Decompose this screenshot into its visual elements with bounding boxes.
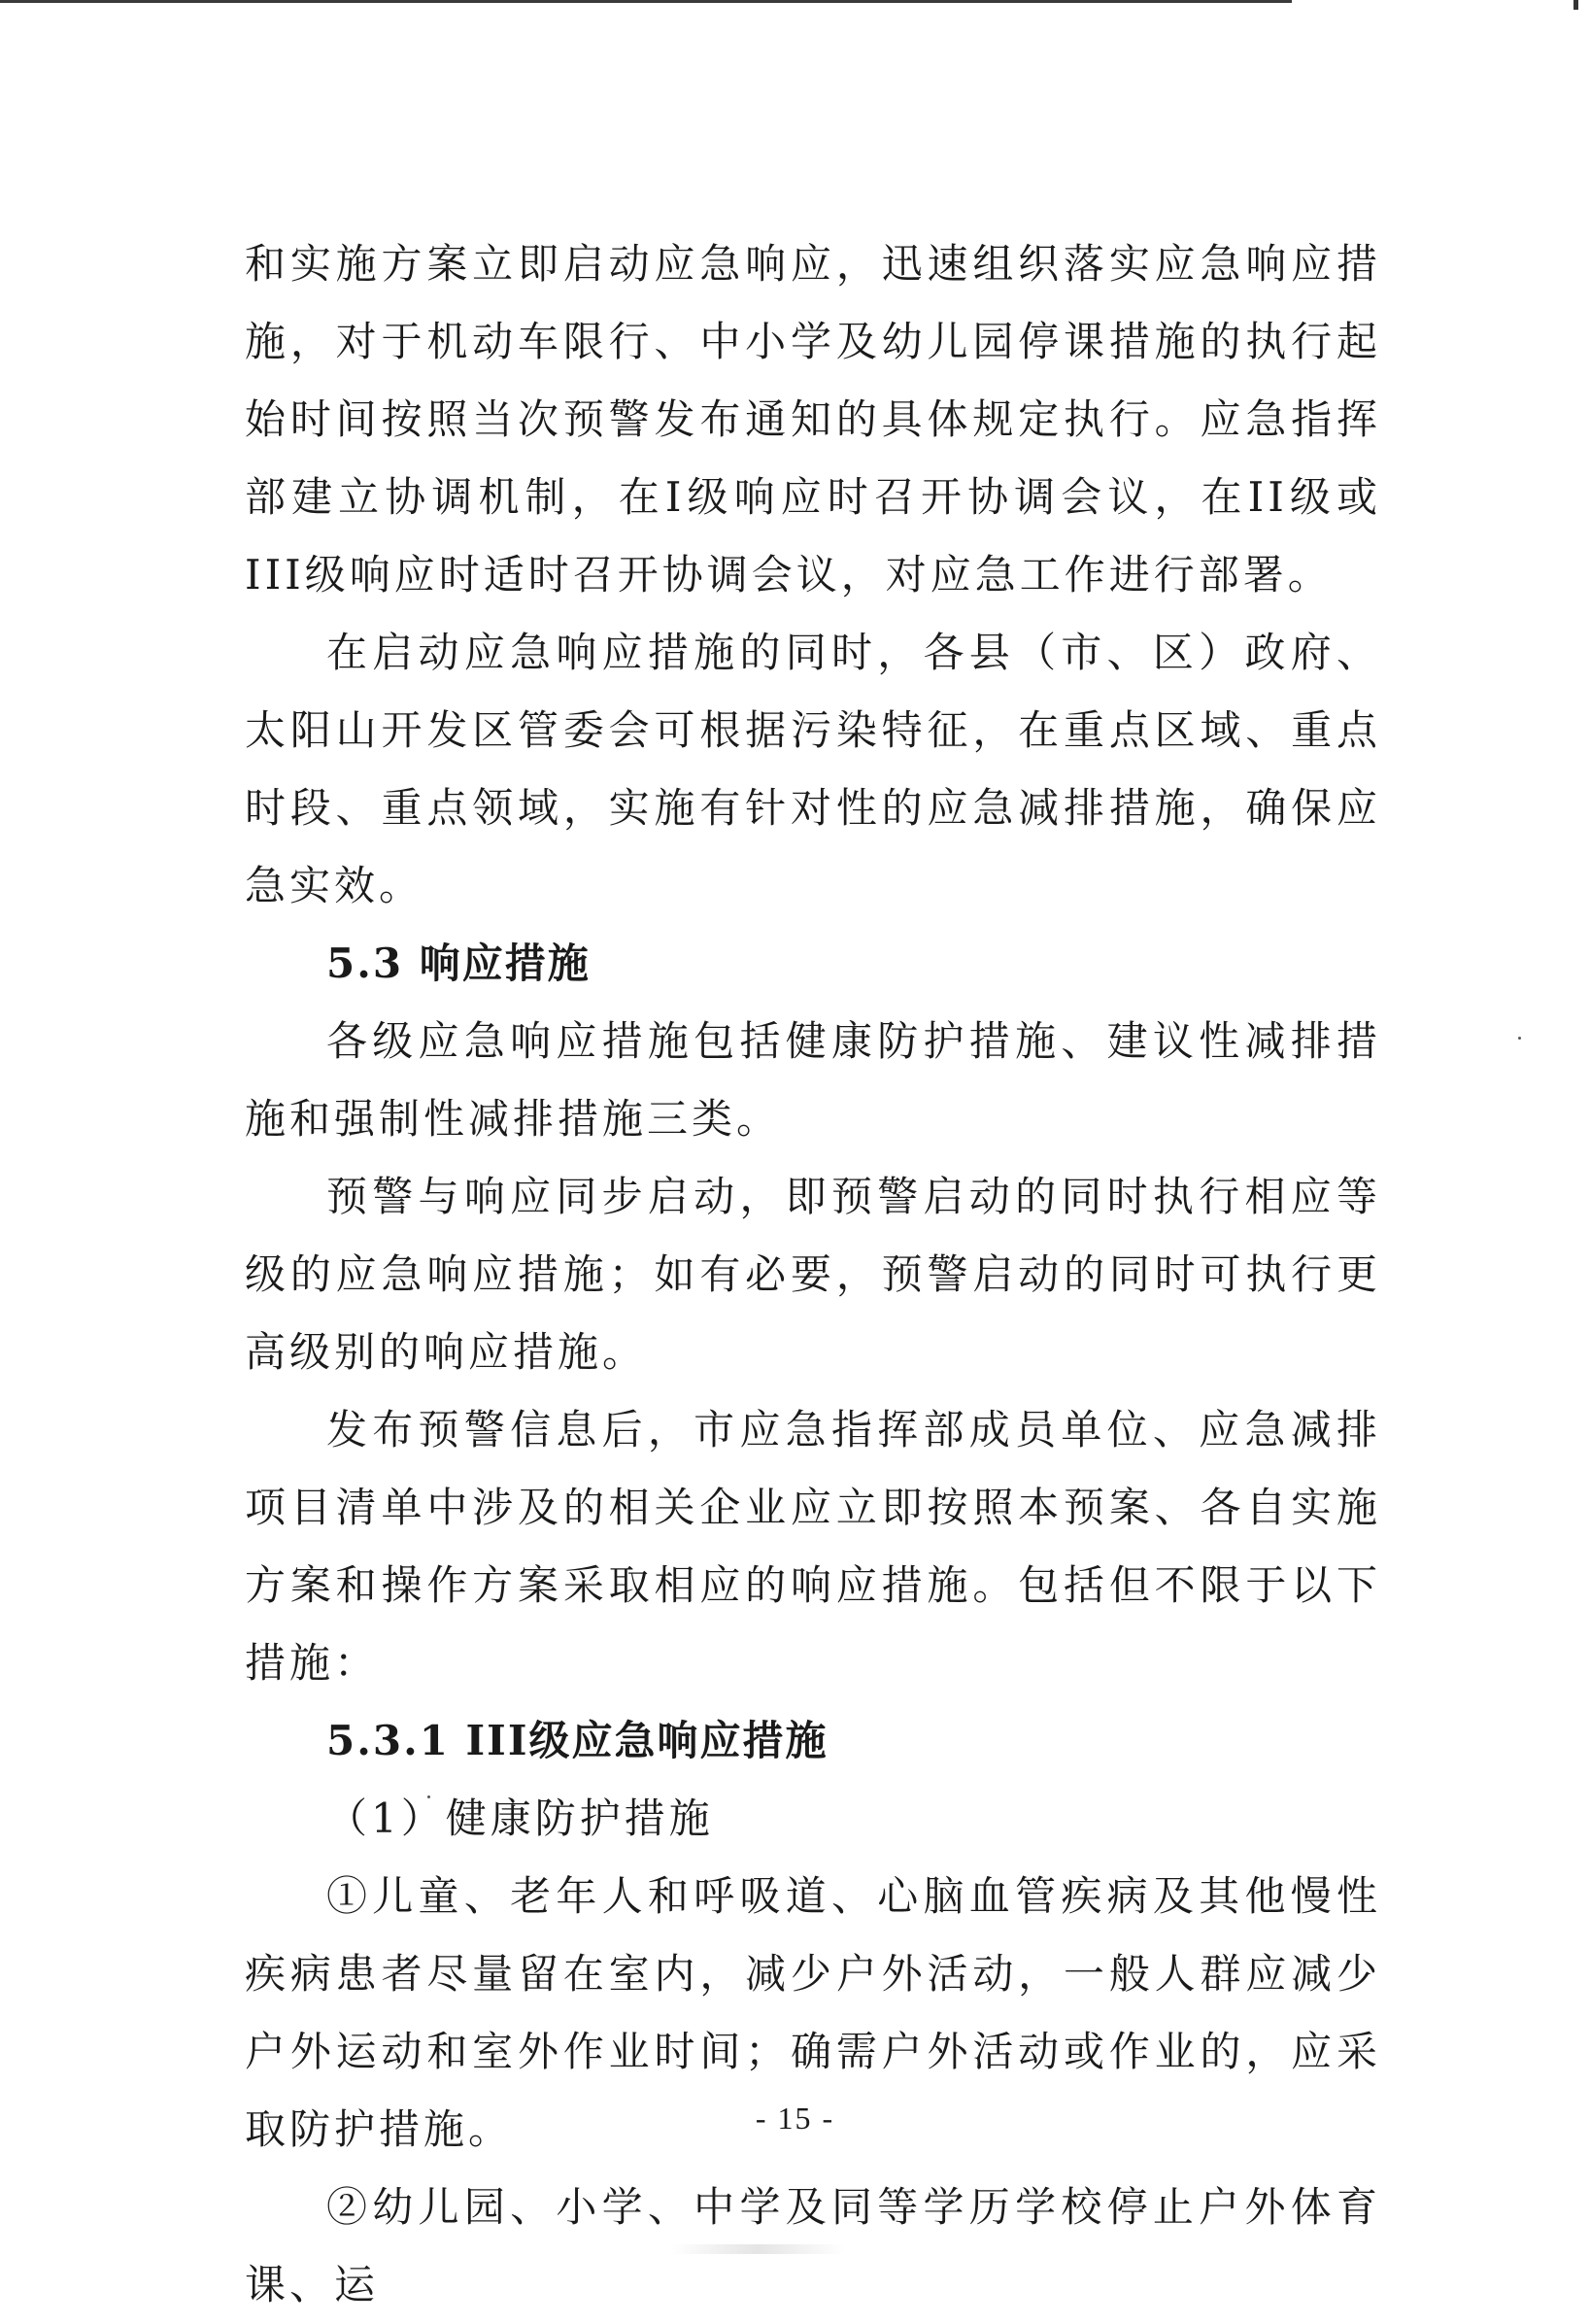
sub-heading-health-protection: （1）健康防护措施 [326,1794,714,1842]
scan-dot [1518,1037,1521,1040]
top-rule [0,0,1292,3]
section-heading-5-3-1: 5.3.1 III级应急响应措施 [326,1717,829,1764]
scan-smudge [670,2244,845,2254]
paragraph-warning-sync: 预警与响应同步启动，即预警启动的同时执行相应等级的应急响应措施；如有必要，预警启动的同时可执行更高级别的响应措施。 [245,1173,1381,1376]
document-body [245,225,1381,2324]
list-item-schools: ②幼儿园、小学、中学及同等学历学校停止户外体育课、运 [245,2183,1381,2308]
list-item-sensitive-groups: ①儿童、老年人和呼吸道、心脑血管疾病及其他慢性疾病患者尽量留在室内，减少户外活动，一般人群应减少户外运动和室外作业时间；确需户外活动或作业的，应采取防护措施。 [245,1872,1381,2153]
paragraph-measure-types: 各级应急响应措施包括健康防护措施、建议性减排措施和强制性减排措施三类。 [245,1017,1381,1143]
page-number: - 15 - [755,2101,835,2136]
paragraph-post-warning: 发布预警信息后，市应急指挥部成员单位、应急减排项目清单中涉及的相关企业应立即按照本预案、各自实施方案和操作方案采取相应的响应措施。包括但不限于以下措施： [245,1406,1381,1687]
section-heading-5-3: 5.3 响应措施 [326,940,591,987]
paragraph-continuation: 和实施方案立即启动应急响应，迅速组织落实应急响应措施，对于机动车限行、中小学及幼儿园停课措施的执行起始时间按照当次预警发布通知的具体规定执行。应急指挥部建立协调机制，在I级响应时召开协调会议，在II级或III级响应时适时召开协调会议，对应急工作进行部署。 [245,240,1381,598]
corner-mark [1573,0,1578,10]
paragraph-local-measures: 在启动应急响应措施的同时，各县（市、区）政府、太阳山开发区管委会可根据污染特征，在重点区域、重点时段、重点领域，实施有针对性的应急减排措施，确保应急实效。 [245,629,1381,909]
